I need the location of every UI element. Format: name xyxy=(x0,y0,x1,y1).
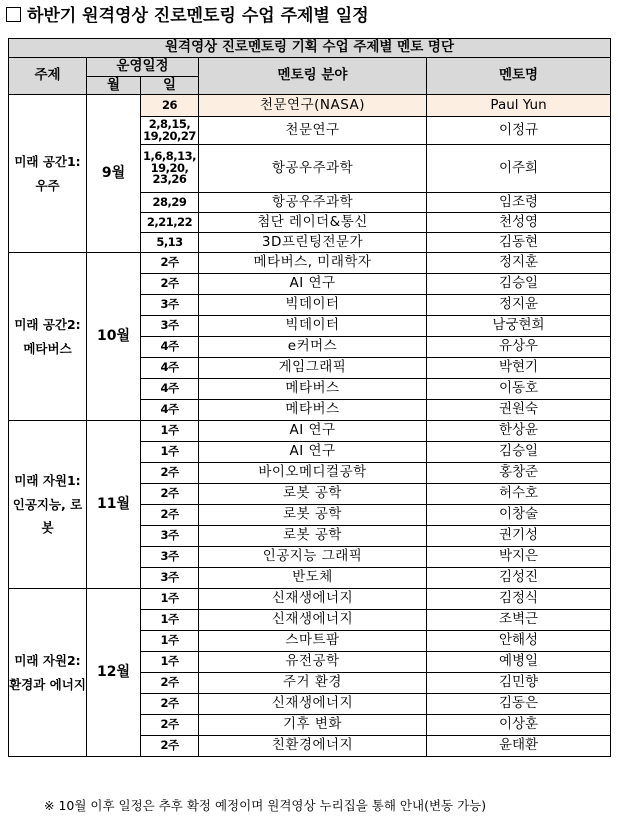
field-cell: 3D프린팅전문가 xyxy=(199,233,427,253)
day-cell: 1,6,8,13, 19,20, 23,26 xyxy=(141,145,199,193)
mentor-cell: 김동은 xyxy=(427,694,611,715)
header-day: 일 xyxy=(141,77,199,95)
mentor-cell: 유상우 xyxy=(427,337,611,358)
day-cell: 1주 xyxy=(141,421,199,442)
field-cell: 천문연구 xyxy=(199,117,427,145)
field-cell: 로봇 공학 xyxy=(199,505,427,526)
field-cell: 신재생에너지 xyxy=(199,694,427,715)
page-title-text: 하반기 원격영상 진로멘토링 수업 주제별 일정 xyxy=(27,6,369,26)
field-cell: 유전공학 xyxy=(199,652,427,673)
mentor-cell: 김승일 xyxy=(427,274,611,295)
footnote: ※ 10월 이후 일정은 추후 확정 예정이며 원격영상 누리집을 통해 안내(변동 가능) xyxy=(44,798,487,813)
topic-cell: 미래 공간1: 우주 xyxy=(9,95,87,253)
day-cell: 2주 xyxy=(141,274,199,295)
day-cell: 28,29 xyxy=(141,193,199,213)
mentor-cell: 한상윤 xyxy=(427,421,611,442)
table-header-row xyxy=(9,58,611,77)
mentor-cell: 박현기 xyxy=(427,358,611,379)
field-cell: 빅데이터 xyxy=(199,295,427,316)
day-cell: 1주 xyxy=(141,652,199,673)
day-cell: 2주 xyxy=(141,505,199,526)
day-cell: 2,21,22 xyxy=(141,213,199,233)
table-caption-row xyxy=(9,39,611,58)
table-row xyxy=(9,253,611,274)
day-cell: 3주 xyxy=(141,547,199,568)
day-cell: 4주 xyxy=(141,337,199,358)
day-cell: 2주 xyxy=(141,484,199,505)
field-cell: 반도체 xyxy=(199,568,427,589)
mentor-cell: 천성영 xyxy=(427,213,611,233)
mentor-cell: 이동호 xyxy=(427,379,611,400)
mentor-cell: 김승일 xyxy=(427,442,611,463)
field-cell: 메타버스 xyxy=(199,379,427,400)
field-cell: 빅데이터 xyxy=(199,316,427,337)
header-month: 월 xyxy=(87,77,141,95)
mentor-cell: 이창술 xyxy=(427,505,611,526)
day-cell: 2주 xyxy=(141,694,199,715)
day-cell: 4주 xyxy=(141,379,199,400)
day-cell: 1주 xyxy=(141,631,199,652)
mentor-cell: 홍창준 xyxy=(427,463,611,484)
header-topic: 주제 xyxy=(9,58,87,95)
header-mentor: 멘토명 xyxy=(427,58,611,95)
day-cell: 26 xyxy=(141,95,199,117)
mentor-cell: 예병일 xyxy=(427,652,611,673)
page-title xyxy=(6,2,369,30)
field-cell: 첨단 레이더&통신 xyxy=(199,213,427,233)
month-cell: 9월 xyxy=(87,95,141,253)
field-cell: 항공우주과학 xyxy=(199,145,427,193)
mentor-cell: 김동현 xyxy=(427,233,611,253)
day-cell: 5,13 xyxy=(141,233,199,253)
field-cell: 스마트팜 xyxy=(199,631,427,652)
day-cell: 1주 xyxy=(141,589,199,610)
mentor-schedule-table xyxy=(8,38,611,757)
topic-cell: 미래 자원1: 인공지능, 로봇 xyxy=(9,421,87,589)
mentor-cell: 김성진 xyxy=(427,568,611,589)
mentor-cell: 김정식 xyxy=(427,589,611,610)
day-cell: 2주 xyxy=(141,715,199,736)
mentor-cell: Paul Yun xyxy=(427,95,611,117)
month-cell: 11월 xyxy=(87,421,141,589)
field-cell: e커머스 xyxy=(199,337,427,358)
day-cell: 2주 xyxy=(141,463,199,484)
field-cell: AI 연구 xyxy=(199,442,427,463)
day-cell: 3주 xyxy=(141,526,199,547)
mentor-cell: 안해성 xyxy=(427,631,611,652)
field-cell: 친환경에너지 xyxy=(199,736,427,757)
field-cell: 신재생에너지 xyxy=(199,610,427,631)
table-row xyxy=(9,421,611,442)
field-cell: AI 연구 xyxy=(199,274,427,295)
field-cell: 바이오메디컬공학 xyxy=(199,463,427,484)
table-caption: 원격영상 진로멘토링 기획 수업 주제별 멘토 명단 xyxy=(9,39,611,58)
field-cell: 메타버스 xyxy=(199,400,427,421)
day-cell: 3주 xyxy=(141,568,199,589)
mentor-cell: 이정규 xyxy=(427,117,611,145)
mentor-cell: 윤태환 xyxy=(427,736,611,757)
day-cell: 2주 xyxy=(141,253,199,274)
field-cell: 주거 환경 xyxy=(199,673,427,694)
month-cell: 10월 xyxy=(87,253,141,421)
table-row xyxy=(9,589,611,610)
day-cell: 2주 xyxy=(141,673,199,694)
mentor-cell: 조벽근 xyxy=(427,610,611,631)
topic-cell: 미래 공간2: 메타버스 xyxy=(9,253,87,421)
table-row xyxy=(9,95,611,117)
header-field: 멘토링 분야 xyxy=(199,58,427,95)
field-cell: 로봇 공학 xyxy=(199,526,427,547)
topic-cell: 미래 자원2: 환경과 에너지 xyxy=(9,589,87,757)
day-cell: 3주 xyxy=(141,295,199,316)
day-cell: 3주 xyxy=(141,316,199,337)
field-cell: 인공지능 그래픽 xyxy=(199,547,427,568)
mentor-cell: 남궁현희 xyxy=(427,316,611,337)
mentor-cell: 이주희 xyxy=(427,145,611,193)
day-cell: 1주 xyxy=(141,610,199,631)
mentor-cell: 정지훈 xyxy=(427,253,611,274)
field-cell: 신재생에너지 xyxy=(199,589,427,610)
mentor-cell: 박지은 xyxy=(427,547,611,568)
mentor-cell: 권기성 xyxy=(427,526,611,547)
mentor-cell: 임조령 xyxy=(427,193,611,213)
header-schedule: 운영일정 xyxy=(87,58,199,77)
field-cell: 로봇 공학 xyxy=(199,484,427,505)
day-cell: 2주 xyxy=(141,736,199,757)
field-cell: 항공우주과학 xyxy=(199,193,427,213)
field-cell: 메타버스, 미래학자 xyxy=(199,253,427,274)
mentor-cell: 권원숙 xyxy=(427,400,611,421)
month-cell: 12월 xyxy=(87,589,141,757)
day-cell: 2,8,15, 19,20,27 xyxy=(141,117,199,145)
checkbox-square-icon xyxy=(6,7,21,22)
field-cell: 천문연구(NASA) xyxy=(199,95,427,117)
day-cell: 1주 xyxy=(141,442,199,463)
mentor-cell: 정지윤 xyxy=(427,295,611,316)
day-cell: 4주 xyxy=(141,358,199,379)
mentor-cell: 김민향 xyxy=(427,673,611,694)
field-cell: AI 연구 xyxy=(199,421,427,442)
mentor-cell: 허수호 xyxy=(427,484,611,505)
day-cell: 4주 xyxy=(141,400,199,421)
field-cell: 게임그래픽 xyxy=(199,358,427,379)
mentor-cell: 이상훈 xyxy=(427,715,611,736)
field-cell: 기후 변화 xyxy=(199,715,427,736)
